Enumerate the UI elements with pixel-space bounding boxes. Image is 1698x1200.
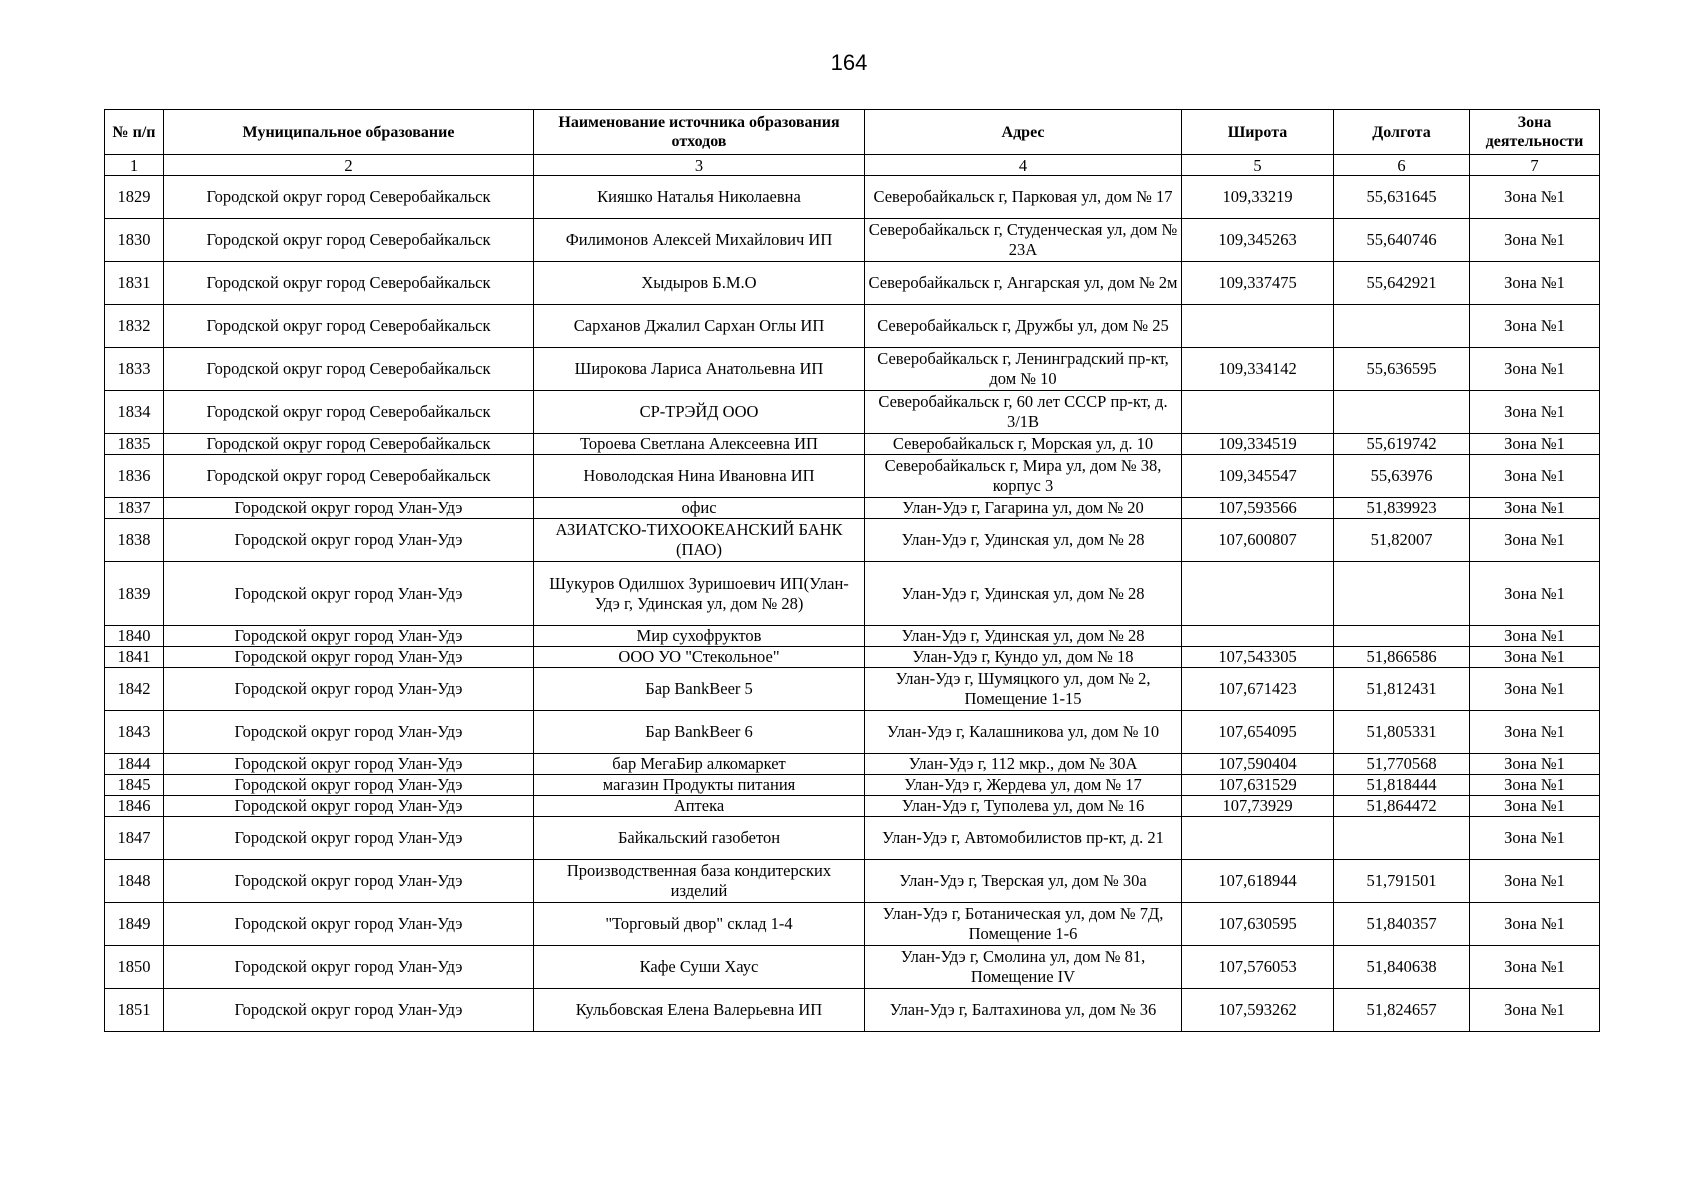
table-row <box>105 519 1600 562</box>
address-cell: Улан-Удэ г, Ботаническая ул, дом № 7Д, Помещение 1-6 <box>865 903 1182 946</box>
municipality-cell: Городской округ город Северобайкальск <box>164 455 534 498</box>
source-cell: Широкова Лариса Анатольевна ИП <box>534 348 865 391</box>
latitude-cell: 107,654095 <box>1182 711 1334 754</box>
address-cell: Улан-Удэ г, Жердева ул, дом № 17 <box>865 775 1182 796</box>
header-cell: Муниципальное образование <box>164 110 534 155</box>
row-number-cell: 1844 <box>105 754 164 775</box>
latitude-cell <box>1182 626 1334 647</box>
row-number-cell: 1849 <box>105 903 164 946</box>
latitude-cell: 107,630595 <box>1182 903 1334 946</box>
table-row <box>105 434 1600 455</box>
zone-cell: Зона №1 <box>1470 262 1600 305</box>
column-number-cell: 3 <box>534 155 865 176</box>
row-number-cell: 1833 <box>105 348 164 391</box>
municipality-cell: Городской округ город Северобайкальск <box>164 391 534 434</box>
zone-cell: Зона №1 <box>1470 562 1600 626</box>
zone-cell: Зона №1 <box>1470 434 1600 455</box>
source-cell: СР-ТРЭЙД ООО <box>534 391 865 434</box>
municipality-cell: Городской округ город Улан-Удэ <box>164 817 534 860</box>
zone-cell: Зона №1 <box>1470 668 1600 711</box>
table-row <box>105 796 1600 817</box>
address-cell: Улан-Удэ г, Удинская ул, дом № 28 <box>865 626 1182 647</box>
source-cell: "Торговый двор" склад 1-4 <box>534 903 865 946</box>
column-number-cell: 4 <box>865 155 1182 176</box>
latitude-cell: 107,593262 <box>1182 989 1334 1032</box>
municipality-cell: Городской округ город Северобайкальск <box>164 176 534 219</box>
latitude-cell: 107,671423 <box>1182 668 1334 711</box>
table-row <box>105 348 1600 391</box>
longitude-cell <box>1334 562 1470 626</box>
latitude-cell <box>1182 562 1334 626</box>
row-number-cell: 1845 <box>105 775 164 796</box>
zone-cell: Зона №1 <box>1470 647 1600 668</box>
latitude-cell: 107,600807 <box>1182 519 1334 562</box>
zone-cell: Зона №1 <box>1470 455 1600 498</box>
address-cell: Северобайкальск г, Дружбы ул, дом № 25 <box>865 305 1182 348</box>
row-number-cell: 1842 <box>105 668 164 711</box>
source-cell: Филимонов Алексей Михайлович ИП <box>534 219 865 262</box>
row-number-cell: 1830 <box>105 219 164 262</box>
latitude-cell <box>1182 817 1334 860</box>
row-number-cell: 1848 <box>105 860 164 903</box>
column-number-cell: 2 <box>164 155 534 176</box>
row-number-cell: 1835 <box>105 434 164 455</box>
municipality-cell: Городской округ город Улан-Удэ <box>164 562 534 626</box>
municipality-cell: Городской округ город Улан-Удэ <box>164 860 534 903</box>
source-cell: АЗИАТСКО-ТИХООКЕАНСКИЙ БАНК (ПАО) <box>534 519 865 562</box>
row-number-cell: 1834 <box>105 391 164 434</box>
table-row <box>105 626 1600 647</box>
zone-cell: Зона №1 <box>1470 903 1600 946</box>
zone-cell: Зона №1 <box>1470 219 1600 262</box>
source-cell: Тороева Светлана Алексеевна ИП <box>534 434 865 455</box>
municipality-cell: Городской округ город Северобайкальск <box>164 305 534 348</box>
municipality-cell: Городской округ город Северобайкальск <box>164 219 534 262</box>
source-cell: Байкальский газобетон <box>534 817 865 860</box>
longitude-cell: 51,82007 <box>1334 519 1470 562</box>
source-cell: ООО УО "Стекольное" <box>534 647 865 668</box>
row-number-cell: 1843 <box>105 711 164 754</box>
zone-cell: Зона №1 <box>1470 946 1600 989</box>
latitude-cell: 109,337475 <box>1182 262 1334 305</box>
header-cell: Долгота <box>1334 110 1470 155</box>
municipality-cell: Городской округ город Улан-Удэ <box>164 519 534 562</box>
address-cell: Северобайкальск г, Парковая ул, дом № 17 <box>865 176 1182 219</box>
zone-cell: Зона №1 <box>1470 860 1600 903</box>
table-row <box>105 903 1600 946</box>
longitude-cell: 51,824657 <box>1334 989 1470 1032</box>
table-row <box>105 562 1600 626</box>
municipality-cell: Городской округ город Улан-Удэ <box>164 796 534 817</box>
latitude-cell: 109,345547 <box>1182 455 1334 498</box>
table-row <box>105 262 1600 305</box>
column-number-cell: 6 <box>1334 155 1470 176</box>
table-row <box>105 775 1600 796</box>
row-number-cell: 1847 <box>105 817 164 860</box>
table-row <box>105 946 1600 989</box>
latitude-cell <box>1182 305 1334 348</box>
row-number-cell: 1841 <box>105 647 164 668</box>
longitude-cell: 55,631645 <box>1334 176 1470 219</box>
table-row <box>105 391 1600 434</box>
address-cell: Улан-Удэ г, Тверская ул, дом № 30а <box>865 860 1182 903</box>
zone-cell: Зона №1 <box>1470 176 1600 219</box>
row-number-cell: 1837 <box>105 498 164 519</box>
address-cell: Улан-Удэ г, Шумяцкого ул, дом № 2, Помещение 1-15 <box>865 668 1182 711</box>
latitude-cell: 107,73929 <box>1182 796 1334 817</box>
address-cell: Северобайкальск г, Ангарская ул, дом № 2м <box>865 262 1182 305</box>
source-cell: Бар BankBeer 6 <box>534 711 865 754</box>
municipality-cell: Городской округ город Улан-Удэ <box>164 903 534 946</box>
row-number-cell: 1840 <box>105 626 164 647</box>
row-number-cell: 1846 <box>105 796 164 817</box>
zone-cell: Зона №1 <box>1470 775 1600 796</box>
table-row <box>105 498 1600 519</box>
source-cell: Хыдыров Б.М.О <box>534 262 865 305</box>
source-cell: Новолодская Нина Ивановна ИП <box>534 455 865 498</box>
longitude-cell: 51,840638 <box>1334 946 1470 989</box>
address-cell: Улан-Удэ г, Гагарина ул, дом № 20 <box>865 498 1182 519</box>
column-number-cell: 5 <box>1182 155 1334 176</box>
longitude-cell: 51,839923 <box>1334 498 1470 519</box>
table-row <box>105 711 1600 754</box>
table-row <box>105 455 1600 498</box>
municipality-cell: Городской округ город Улан-Удэ <box>164 711 534 754</box>
longitude-cell: 51,864472 <box>1334 796 1470 817</box>
address-cell: Улан-Удэ г, Автомобилистов пр-кт, д. 21 <box>865 817 1182 860</box>
column-number-cell: 1 <box>105 155 164 176</box>
zone-cell: Зона №1 <box>1470 348 1600 391</box>
latitude-cell: 107,543305 <box>1182 647 1334 668</box>
row-number-cell: 1851 <box>105 989 164 1032</box>
row-number-cell: 1850 <box>105 946 164 989</box>
row-number-cell: 1839 <box>105 562 164 626</box>
municipality-cell: Городской округ город Улан-Удэ <box>164 754 534 775</box>
address-cell: Улан-Удэ г, 112 мкр., дом № 30А <box>865 754 1182 775</box>
municipality-cell: Городской округ город Улан-Удэ <box>164 775 534 796</box>
latitude-cell: 109,334519 <box>1182 434 1334 455</box>
municipality-cell: Городской округ город Северобайкальск <box>164 262 534 305</box>
column-number-row <box>105 155 1600 176</box>
municipality-cell: Городской округ город Улан-Удэ <box>164 989 534 1032</box>
row-number-cell: 1829 <box>105 176 164 219</box>
address-cell: Улан-Удэ г, Туполева ул, дом № 16 <box>865 796 1182 817</box>
table-row <box>105 305 1600 348</box>
table-row <box>105 219 1600 262</box>
row-number-cell: 1838 <box>105 519 164 562</box>
longitude-cell <box>1334 817 1470 860</box>
zone-cell: Зона №1 <box>1470 796 1600 817</box>
address-cell: Северобайкальск г, Ленинградский пр-кт, дом № 10 <box>865 348 1182 391</box>
longitude-cell: 51,840357 <box>1334 903 1470 946</box>
table-row <box>105 754 1600 775</box>
table-row <box>105 860 1600 903</box>
zone-cell: Зона №1 <box>1470 754 1600 775</box>
waste-sources-table <box>104 109 1600 1032</box>
latitude-cell: 107,576053 <box>1182 946 1334 989</box>
address-cell: Улан-Удэ г, Удинская ул, дом № 28 <box>865 562 1182 626</box>
header-cell: Наименование источника образования отходов <box>534 110 865 155</box>
source-cell: Производственная база кондитерских изделий <box>534 860 865 903</box>
zone-cell: Зона №1 <box>1470 498 1600 519</box>
source-cell: магазин Продукты питания <box>534 775 865 796</box>
zone-cell: Зона №1 <box>1470 305 1600 348</box>
longitude-cell: 55,636595 <box>1334 348 1470 391</box>
address-cell: Улан-Удэ г, Смолина ул, дом № 81, Помещение IV <box>865 946 1182 989</box>
source-cell: бар МегаБир алкомаркет <box>534 754 865 775</box>
longitude-cell: 51,866586 <box>1334 647 1470 668</box>
municipality-cell: Городской округ город Улан-Удэ <box>164 498 534 519</box>
longitude-cell: 51,812431 <box>1334 668 1470 711</box>
address-cell: Северобайкальск г, Студенческая ул, дом № 23А <box>865 219 1182 262</box>
header-row <box>105 110 1600 155</box>
longitude-cell: 55,642921 <box>1334 262 1470 305</box>
zone-cell: Зона №1 <box>1470 626 1600 647</box>
longitude-cell <box>1334 305 1470 348</box>
header-cell: Широта <box>1182 110 1334 155</box>
municipality-cell: Городской округ город Северобайкальск <box>164 348 534 391</box>
address-cell: Улан-Удэ г, Калашникова ул, дом № 10 <box>865 711 1182 754</box>
row-number-cell: 1831 <box>105 262 164 305</box>
latitude-cell: 107,631529 <box>1182 775 1334 796</box>
latitude-cell: 107,618944 <box>1182 860 1334 903</box>
zone-cell: Зона №1 <box>1470 711 1600 754</box>
longitude-cell: 51,791501 <box>1334 860 1470 903</box>
table-row <box>105 647 1600 668</box>
table-row <box>105 989 1600 1032</box>
latitude-cell: 107,590404 <box>1182 754 1334 775</box>
column-number-cell: 7 <box>1470 155 1600 176</box>
page-number: 164 <box>830 50 868 75</box>
address-cell: Северобайкальск г, Морская ул, д. 10 <box>865 434 1182 455</box>
longitude-cell: 51,818444 <box>1334 775 1470 796</box>
latitude-cell: 107,593566 <box>1182 498 1334 519</box>
address-cell: Северобайкальск г, Мира ул, дом № 38, корпус 3 <box>865 455 1182 498</box>
longitude-cell: 55,63976 <box>1334 455 1470 498</box>
municipality-cell: Городской округ город Улан-Удэ <box>164 626 534 647</box>
table-row <box>105 668 1600 711</box>
header-cell: Адрес <box>865 110 1182 155</box>
zone-cell: Зона №1 <box>1470 391 1600 434</box>
source-cell: Кияшко Наталья Николаевна <box>534 176 865 219</box>
municipality-cell: Городской округ город Улан-Удэ <box>164 647 534 668</box>
source-cell: Кульбовская Елена Валерьевна ИП <box>534 989 865 1032</box>
address-cell: Улан-Удэ г, Балтахинова ул, дом № 36 <box>865 989 1182 1032</box>
header-cell: Зона деятельности <box>1470 110 1600 155</box>
source-cell: офис <box>534 498 865 519</box>
header-cell: № п/п <box>105 110 164 155</box>
source-cell: Кафе Суши Хаус <box>534 946 865 989</box>
longitude-cell <box>1334 626 1470 647</box>
address-cell: Улан-Удэ г, Удинская ул, дом № 28 <box>865 519 1182 562</box>
source-cell: Аптека <box>534 796 865 817</box>
source-cell: Шукуров Одилшох Зуришоевич ИП(Улан-Удэ г, Удинская ул, дом № 28) <box>534 562 865 626</box>
zone-cell: Зона №1 <box>1470 989 1600 1032</box>
address-cell: Северобайкальск г, 60 лет СССР пр-кт, д. 3/1В <box>865 391 1182 434</box>
address-cell: Улан-Удэ г, Кундо ул, дом № 18 <box>865 647 1182 668</box>
source-cell: Бар BankBeer 5 <box>534 668 865 711</box>
longitude-cell: 51,805331 <box>1334 711 1470 754</box>
municipality-cell: Городской округ город Улан-Удэ <box>164 946 534 989</box>
longitude-cell <box>1334 391 1470 434</box>
row-number-cell: 1832 <box>105 305 164 348</box>
latitude-cell: 109,345263 <box>1182 219 1334 262</box>
zone-cell: Зона №1 <box>1470 817 1600 860</box>
latitude-cell: 109,334142 <box>1182 348 1334 391</box>
table-row <box>105 176 1600 219</box>
row-number-cell: 1836 <box>105 455 164 498</box>
municipality-cell: Городской округ город Улан-Удэ <box>164 668 534 711</box>
longitude-cell: 55,619742 <box>1334 434 1470 455</box>
latitude-cell <box>1182 391 1334 434</box>
source-cell: Мир сухофруктов <box>534 626 865 647</box>
zone-cell: Зона №1 <box>1470 519 1600 562</box>
longitude-cell: 51,770568 <box>1334 754 1470 775</box>
municipality-cell: Городской округ город Северобайкальск <box>164 434 534 455</box>
longitude-cell: 55,640746 <box>1334 219 1470 262</box>
latitude-cell: 109,33219 <box>1182 176 1334 219</box>
table-row <box>105 817 1600 860</box>
source-cell: Сарханов Джалил Сархан Оглы ИП <box>534 305 865 348</box>
